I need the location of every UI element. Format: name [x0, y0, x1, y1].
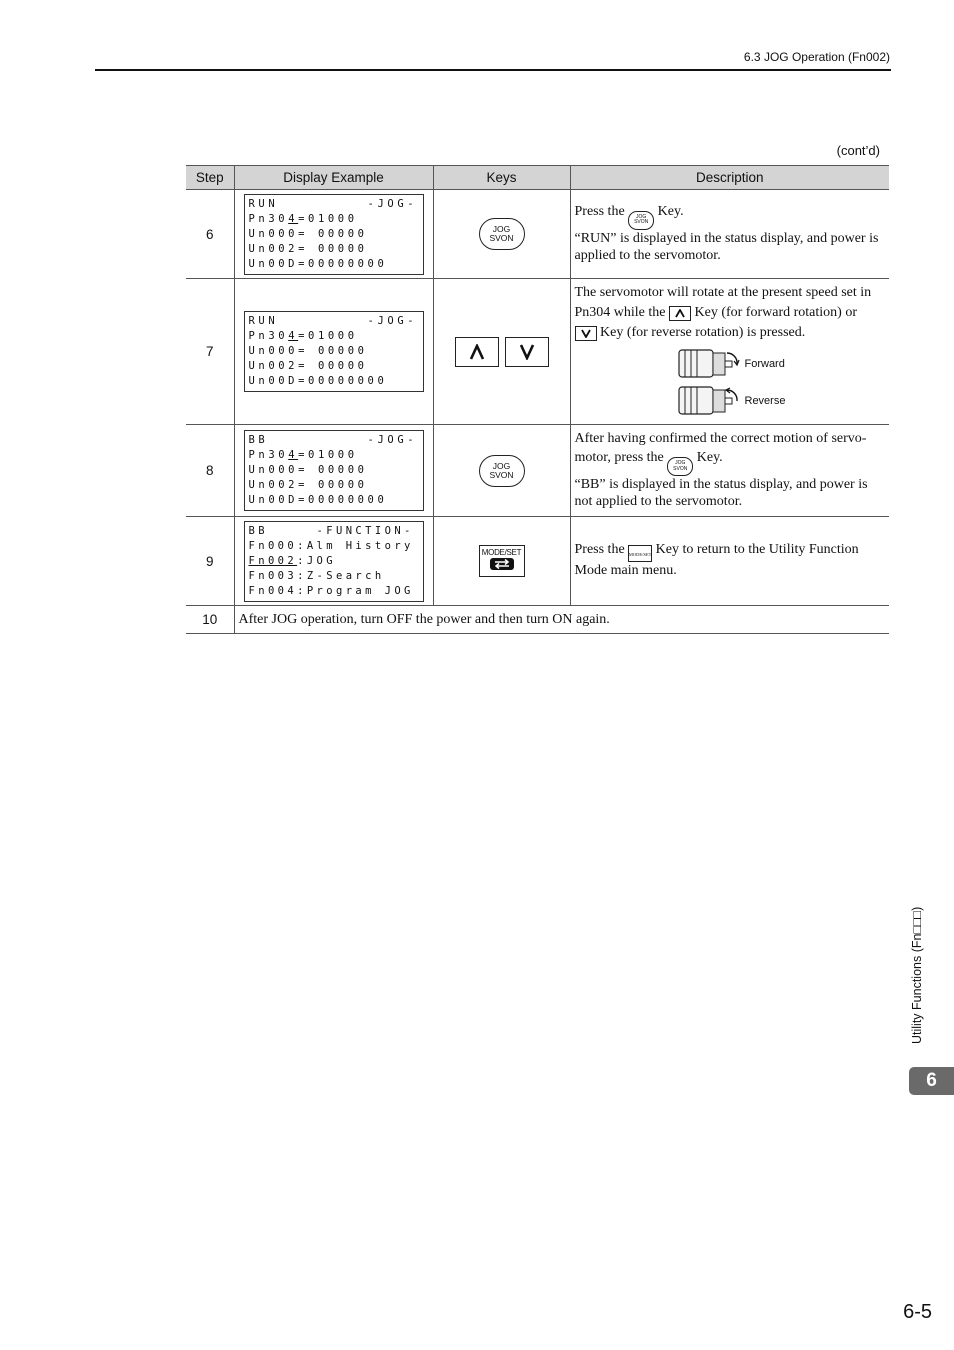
chapter-tab: 6 — [909, 1067, 954, 1095]
description-text: “BB” is displayed in the status display, and power is not applied to the servomotor. — [574, 477, 868, 509]
lcd-line: Un002= 00000 — [248, 242, 368, 255]
step-number: 10 — [186, 606, 234, 634]
header-rule — [95, 69, 891, 71]
lcd-display — [244, 430, 424, 511]
lcd-line: Un000= 00000 — [248, 227, 368, 240]
page-number: 6-5 — [903, 1301, 932, 1323]
table-row — [186, 279, 889, 425]
lcd-line: RUN -JOG- — [248, 197, 418, 210]
up-arrow-key[interactable] — [455, 337, 499, 367]
mode-set-key-icon: MODE/SET — [628, 545, 652, 562]
continued-label: (cont’d) — [836, 143, 880, 158]
lcd-line: Fn003:Z-Search — [248, 569, 385, 582]
lcd-display — [244, 311, 424, 392]
jog-svon-key-icon: JOG SVON — [667, 457, 693, 476]
lcd-line: Pn304=01000 — [248, 330, 358, 342]
description-cell: After JOG operation, turn OFF the power and then turn ON again. — [234, 606, 889, 634]
display-example-cell — [234, 190, 433, 279]
description-cell: The servomotor will rotate at the present speed set in Pn304 while the Key (for forward rotation) or Key (for reverse rotation) is pressed. Forward Reverse — [570, 279, 889, 425]
step-number: 9 — [186, 517, 234, 606]
side-section-label: Utility Functions (Fn□□□) — [910, 906, 924, 1044]
table-row — [186, 517, 889, 606]
lcd-display — [244, 194, 424, 275]
jog-key-label: JOG — [492, 460, 511, 471]
header-keys: Keys — [433, 166, 570, 190]
down-arrow-icon — [519, 344, 535, 360]
display-example-cell — [234, 279, 433, 425]
table-header-row — [186, 166, 889, 190]
svon-key-label: SVON — [489, 233, 514, 243]
jog-svon-key[interactable] — [479, 455, 525, 487]
keys-cell — [433, 279, 570, 425]
lcd-line: BB -FUNCTION- — [248, 524, 414, 537]
lcd-line: Fn000:Alm History — [248, 539, 414, 552]
jog-key-label: JOG — [492, 224, 511, 234]
table-row — [186, 190, 889, 279]
header-step: Step — [186, 166, 234, 190]
header-description: Description — [570, 166, 889, 190]
lcd-line: Un00D=00000000 — [248, 375, 388, 387]
running-header: 6.3 JOG Operation (Fn002) — [743, 50, 890, 64]
reverse-label: Reverse — [744, 395, 786, 407]
table-row — [186, 425, 889, 517]
lcd-line: Fn004:Program JOG — [248, 584, 414, 597]
step-number: 8 — [186, 425, 234, 517]
lcd-line: BB -JOG- — [248, 434, 418, 446]
lcd-line: Pn30 — [248, 212, 289, 225]
display-example-cell — [234, 517, 433, 606]
step-number: 7 — [186, 279, 234, 425]
forward-motor — [677, 347, 884, 381]
mode-set-label: MODE/SET — [481, 548, 522, 557]
svon-key-label: SVON — [489, 469, 514, 480]
lcd-line: Un00D=00000000 — [248, 257, 388, 270]
forward-label: Forward — [744, 358, 785, 370]
keys-cell — [433, 190, 570, 279]
lcd-line: Un002= 00000 — [248, 479, 368, 491]
description-cell: Press the MODE/SET Key to return to the Utility Function Mode main menu. — [570, 517, 889, 606]
lcd-line: RUN -JOG- — [248, 315, 418, 327]
servomotor-icon — [677, 347, 741, 381]
lcd-line: Un000= 00000 — [248, 345, 368, 357]
jog-steps-table — [186, 165, 889, 634]
up-arrow-icon — [469, 344, 485, 360]
description-text: “RUN” is displayed in the status display, and power is applied to the servomotor. — [574, 230, 879, 263]
lcd-line: Pn304=01000 — [248, 212, 358, 225]
reverse-motor — [677, 384, 884, 418]
header-display-example: Display Example — [234, 166, 433, 190]
lcd-line: Pn304=01000 — [248, 449, 358, 461]
keys-cell — [433, 517, 570, 606]
description-cell: Press the JOG SVON Key. “RUN” is displayed in the status display, and power is applied to the servomotor. — [570, 190, 889, 279]
down-arrow-key[interactable] — [505, 337, 549, 367]
description-cell: After having confirmed the correct motion of servo-motor, press the JOG SVON Key. “BB” is displayed in the status display, and power is not applied to the servomotor. — [570, 425, 889, 517]
jog-svon-key-icon: JOG SVON — [628, 211, 654, 230]
down-arrow-icon — [575, 326, 597, 341]
cycle-arrow-icon — [489, 557, 515, 571]
mode-set-key[interactable] — [479, 545, 525, 577]
lcd-line: Un00D=00000000 — [248, 494, 388, 506]
jog-svon-key[interactable] — [479, 218, 525, 250]
lcd-line: Un002= 00000 — [248, 360, 368, 372]
keys-cell — [433, 425, 570, 517]
up-arrow-icon — [669, 306, 691, 321]
display-example-cell — [234, 425, 433, 517]
step-number: 6 — [186, 190, 234, 279]
servomotor-icon — [677, 384, 741, 418]
lcd-line: Fn002:JOG — [248, 554, 336, 567]
lcd-display — [244, 521, 424, 602]
lcd-line: Un000= 00000 — [248, 464, 368, 476]
table-row — [186, 606, 889, 634]
